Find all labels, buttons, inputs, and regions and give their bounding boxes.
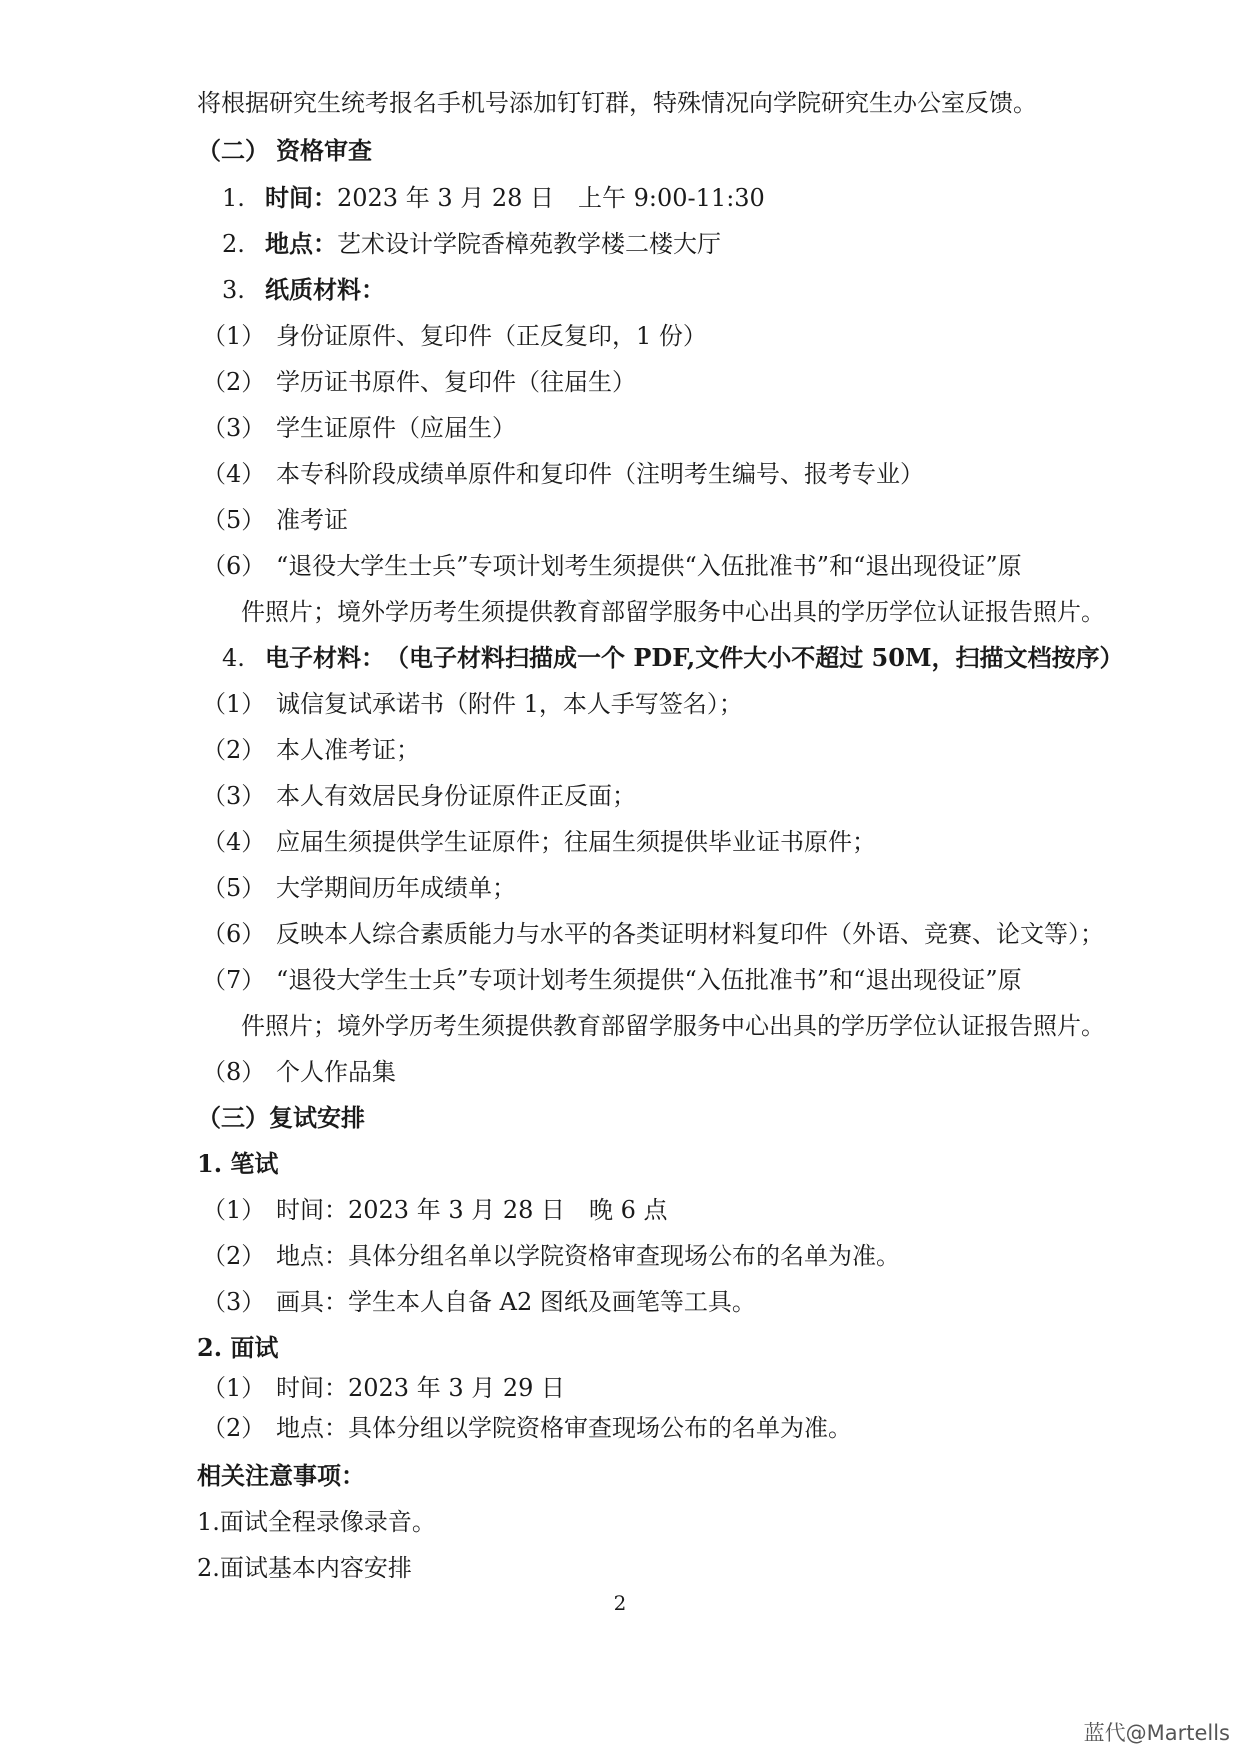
list-item (0, 362, 1240, 402)
item-number: （1） (202, 690, 266, 718)
subsection-title: 2. 面试 (197, 1333, 279, 1362)
item-number: （3） (202, 782, 266, 810)
subsection-title: 1. 笔试 (197, 1149, 279, 1178)
item-text: 学历证书原件、复印件（往届生） (276, 368, 636, 396)
item-number: （2） (202, 1242, 266, 1270)
item-text: 准考证 (276, 506, 348, 534)
item-text: 时间：2023 年 3 月 28 日 晚 6 点 (276, 1196, 668, 1224)
item-label: 电子材料： (265, 643, 385, 672)
notes-heading (0, 1456, 1240, 1496)
subsection-heading (0, 1144, 1240, 1184)
item-text: 地点：具体分组名单以学院资格审查现场公布的名单为准。 (276, 1242, 900, 1270)
item-label: 地点： (265, 229, 337, 258)
item-text: 反映本人综合素质能力与水平的各类证明材料复印件（外语、竞赛、论文等）； (276, 920, 1104, 948)
item-text: 学生证原件（应届生） (276, 414, 516, 442)
note-text: 2.面试基本内容安排 (197, 1554, 412, 1582)
item-number: （2） (202, 368, 266, 396)
note-text: 1.面试全程录像录音。 (197, 1508, 436, 1536)
item-number: （2） (202, 1414, 266, 1442)
list-item (0, 316, 1240, 356)
list-item (0, 730, 1240, 770)
list-item (0, 178, 1240, 218)
item-text: 应届生须提供学生证原件；往届生须提供毕业证书原件； (276, 828, 876, 856)
text-line (0, 1502, 1240, 1542)
item-label: 时间： (265, 183, 337, 212)
list-item (0, 546, 1240, 586)
text-line (0, 592, 1240, 632)
item-number: （6） (202, 552, 266, 580)
item-text-continued: 件照片；境外学历考生须提供教育部留学服务中心出具的学历学位认证报告照片。 (241, 1012, 1105, 1040)
list-item (0, 270, 1240, 310)
watermark: 蓝代@Martells (1083, 1721, 1230, 1745)
item-text: 画具：学生本人自备 A2 图纸及画笔等工具。 (276, 1288, 756, 1316)
section-title: （三）复试安排 (197, 1103, 365, 1132)
list-item (0, 1282, 1240, 1322)
list-item (0, 684, 1240, 724)
item-text: 艺术设计学院香樟苑教学楼二楼大厅 (337, 230, 721, 258)
item-number: （7） (202, 966, 266, 994)
item-number: （6） (202, 920, 266, 948)
list-item (0, 868, 1240, 908)
list-item (0, 1408, 1240, 1448)
item-number: （5） (202, 506, 266, 534)
item-number: （8） (202, 1058, 266, 1086)
notes-title: 相关注意事项： (197, 1461, 365, 1490)
list-item (0, 822, 1240, 862)
item-text: “退役大学生士兵”专项计划考生须提供“入伍批准书”和“退出现役证”原 (276, 966, 1022, 994)
list-item (0, 776, 1240, 816)
item-number: （5） (202, 874, 266, 902)
list-item (0, 914, 1240, 954)
item-text: “退役大学生士兵”专项计划考生须提供“入伍批准书”和“退出现役证”原 (276, 552, 1022, 580)
item-number: （1） (202, 1196, 266, 1224)
list-item (0, 960, 1240, 1000)
section-title: 资格审查 (276, 136, 372, 165)
item-text: 诚信复试承诺书（附件 1，本人手写签名）； (276, 690, 743, 718)
paragraph-text: 将根据研究生统考报名手机号添加钉钉群，特殊情况向学院研究生办公室反馈。 (197, 89, 1037, 117)
section-heading (0, 1098, 1240, 1138)
list-item (0, 638, 1240, 678)
page-number: 2 (613, 1591, 627, 1615)
item-text: 地点：具体分组以学院资格审查现场公布的名单为准。 (276, 1414, 852, 1442)
item-text: 本人准考证； (276, 736, 420, 764)
item-number: （4） (202, 828, 266, 856)
item-number: （3） (202, 414, 266, 442)
item-number: 4. (222, 644, 245, 672)
item-text: 本专科阶段成绩单原件和复印件（注明考生编号、报考专业） (276, 460, 924, 488)
item-number: （1） (202, 322, 266, 350)
text-line (0, 83, 1240, 123)
list-item (0, 408, 1240, 448)
section-number: （二） (197, 136, 269, 165)
list-item (0, 1368, 1240, 1408)
item-label: 纸质材料： (265, 275, 385, 304)
item-text: 本人有效居民身份证原件正反面； (276, 782, 636, 810)
subsection-heading (0, 1328, 1240, 1368)
item-text: 大学期间历年成绩单； (276, 874, 516, 902)
item-number: 1. (222, 184, 245, 212)
item-number: （1） (202, 1374, 266, 1402)
item-text: 时间：2023 年 3 月 29 日 (276, 1374, 566, 1402)
item-text: （电子材料扫描成一个 PDF,文件大小不超过 50M，扫描文档按序） (385, 643, 1124, 672)
list-item (0, 1190, 1240, 1230)
item-number: 3. (222, 276, 245, 304)
list-item (0, 1052, 1240, 1092)
item-number: （4） (202, 460, 266, 488)
list-item (0, 224, 1240, 264)
item-text: 个人作品集 (276, 1058, 396, 1086)
list-item (0, 1236, 1240, 1276)
item-number: （2） (202, 736, 266, 764)
text-line (0, 1006, 1240, 1046)
list-item (0, 500, 1240, 540)
list-item (0, 454, 1240, 494)
item-text: 2023 年 3 月 28 日 上午 9:00-11:30 (337, 184, 765, 212)
text-line (0, 1548, 1240, 1588)
item-number: （3） (202, 1288, 266, 1316)
item-text-continued: 件照片；境外学历考生须提供教育部留学服务中心出具的学历学位认证报告照片。 (241, 598, 1105, 626)
item-text: 身份证原件、复印件（正反复印，1 份） (276, 322, 707, 350)
section-heading (0, 131, 1240, 171)
item-number: 2. (222, 230, 245, 258)
